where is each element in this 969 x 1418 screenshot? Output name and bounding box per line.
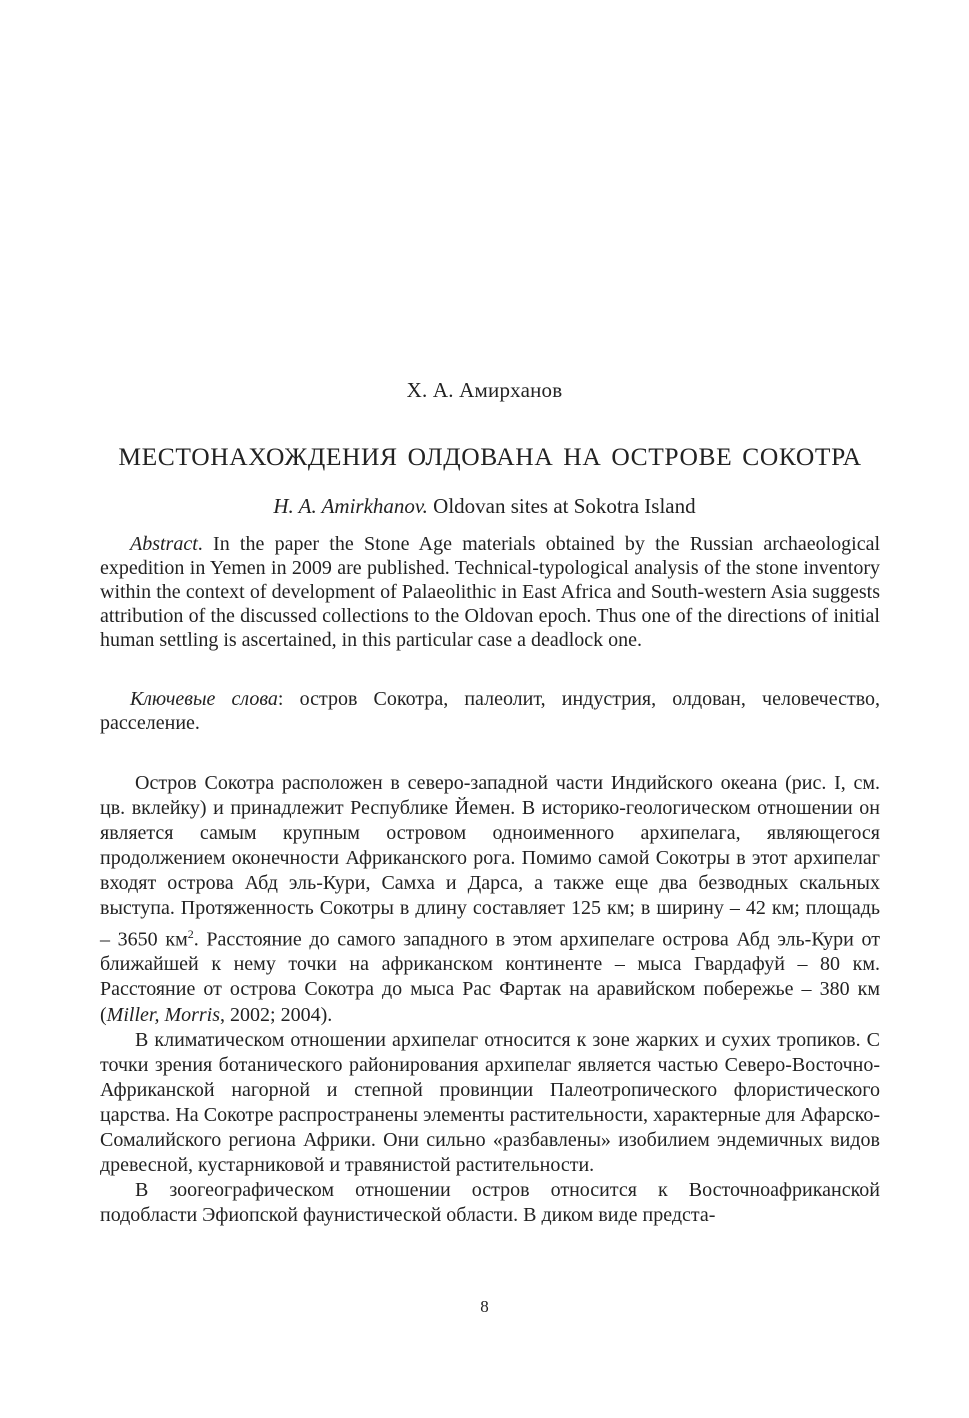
keywords xyxy=(100,687,880,735)
keywords-text: : остров Сокотра, палеолит, индустрия, олдован, человечество, расселение. xyxy=(100,688,881,734)
english-title-text: Oldovan sites at Sokotra Island xyxy=(433,494,696,518)
english-author: H. A. Amirkhanov. xyxy=(273,494,428,518)
superscript: 2 xyxy=(187,926,194,941)
abstract xyxy=(100,532,880,652)
keywords-label: Ключевые слова xyxy=(130,688,278,710)
paragraph-1-text-cont: . Расстояние до самого западного в этом архипелаге острова Абд эль-Кури от ближайшей к нему точки на африканском континенте – мыса Гвардафуй – 80 км. Расстояние от острова Сокотра до мыса Рас Фартак на аравийском побережье – 380 км ( xyxy=(100,928,881,1026)
page-number: 8 xyxy=(480,1297,489,1316)
article-title: МЕСТОНАХОЖДЕНИЯ ОЛДОВАНА НА ОСТРОВЕ СОКОТРА xyxy=(118,442,862,471)
paragraph-1-text: Остров Сокотра расположен в северо-западной части Индийского океана (рис. I, см. цв. вклейку) и принадлежит Республике Йемен. В историко-геологическом отношении он является самым крупным островом одноименного архипелага, являющегося продолжением оконечности Африканского рога. Помимо самой Сокотры в этот архипелаг входят острова Абд эль-Кури, Самха и Дарса, а также еще два безводных скальных выступа. Протяженность Сокотры в длину составляет 125 км; в ширину – 42 км; площадь – 3650 км xyxy=(100,772,880,951)
paragraph-1 xyxy=(100,771,880,1028)
paragraph-1-end: , 2002; 2004). xyxy=(220,1003,333,1026)
abstract-label: Abstract xyxy=(130,533,198,555)
author-name: Х. А. Амирханов xyxy=(406,378,563,402)
citation: Miller, Morris xyxy=(106,1003,221,1026)
body-text xyxy=(100,771,880,1228)
abstract-text: . In the paper the Stone Age materials obtained by the Russian archaeological expedition in Yemen in 2009 are published. Technical-typological analysis of the stone inventory within the context of development of Palaeolithic in East Africa and South-western Asia suggests attribution of the discussed collections to the Oldovan epoch. Thus one of the directions of initial human settling is ascertained, in this particular case a deadlock one. xyxy=(100,533,880,651)
paragraph-2: В климатическом отношении архипелаг относится к зоне жарких и сухих тропиков. С точки зрения ботанического районирования архипелаг является частью Северо-Восточно-Африканской нагорной и степной провинции Палеотропического флористического царства. На Сокотре распространены элементы растительности, характерные для Афарско-Сомалийского региона Африки. Они сильно «разбавлены» изобилием эндемичных видов древесной, кустарниковой и травянистой растительности. xyxy=(100,1028,880,1177)
paragraph-3: В зоогеографическом отношении остров относится к Восточноафриканской подобласти Эфиопской фаунистической области. В диком виде предста- xyxy=(100,1179,880,1227)
english-title xyxy=(0,494,969,519)
